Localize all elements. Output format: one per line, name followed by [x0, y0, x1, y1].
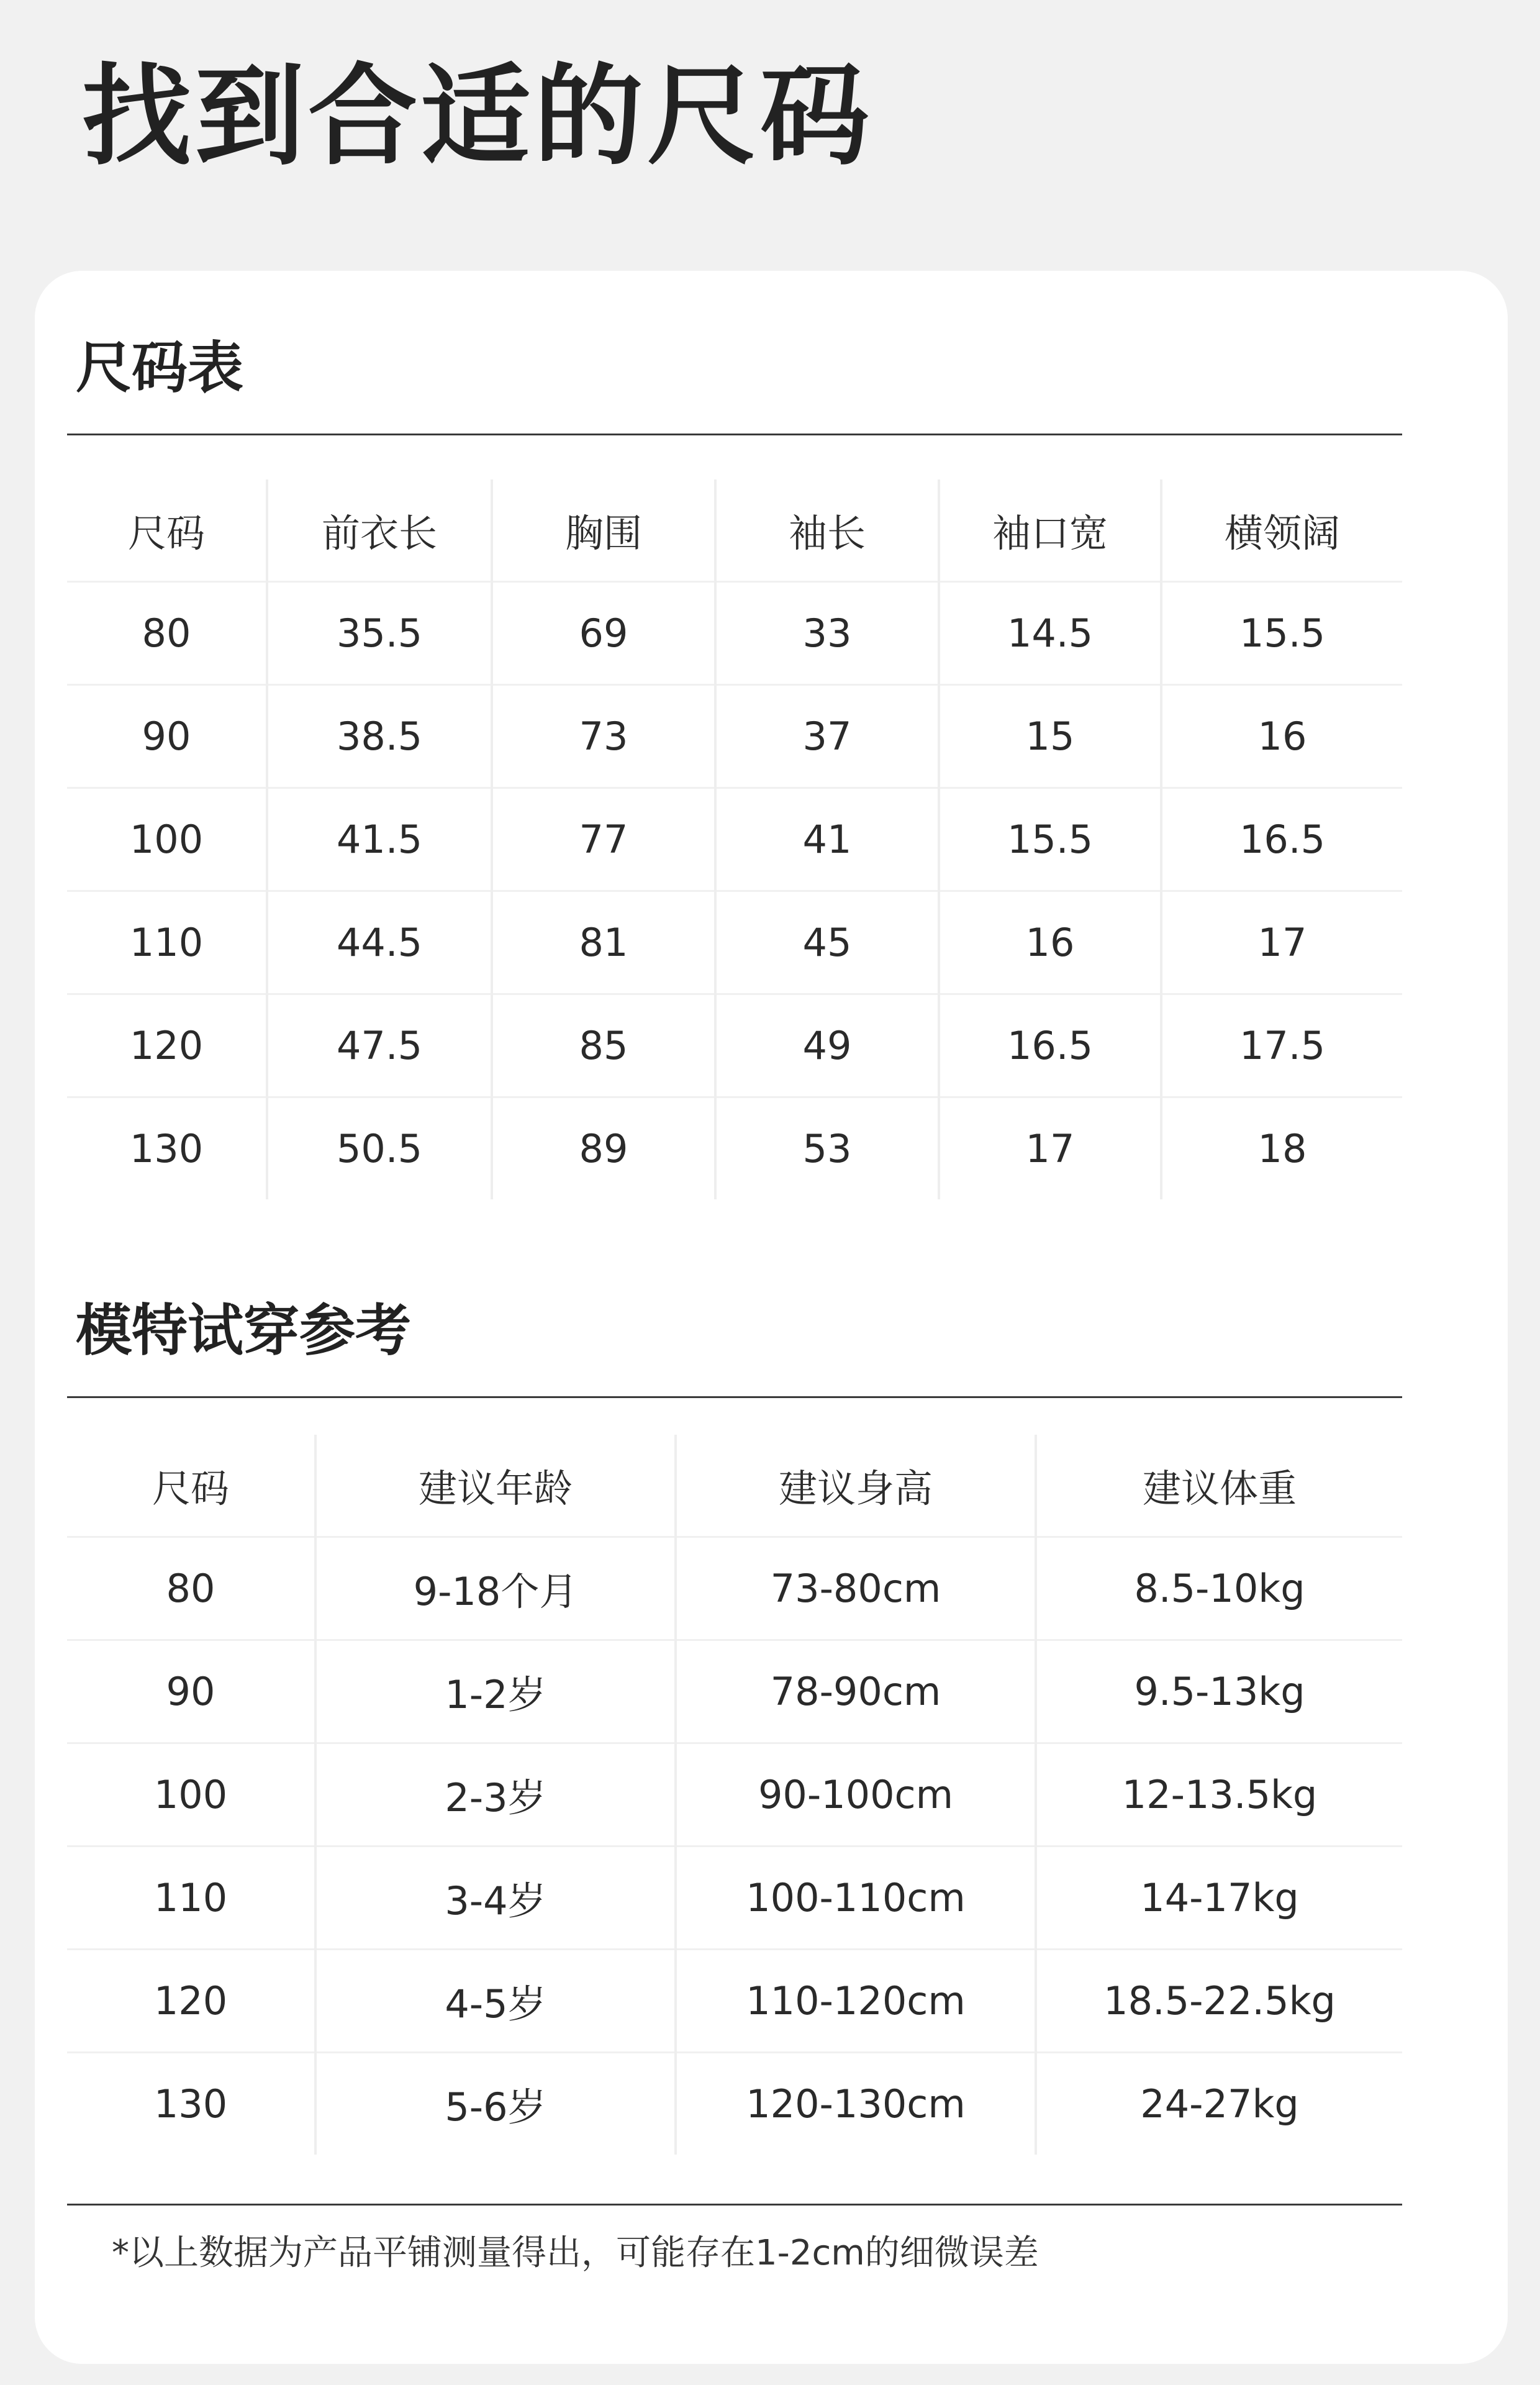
- size-chart-header-row: [67, 479, 1402, 582]
- table-cell: 14-17kg: [1036, 1847, 1402, 1950]
- model-reference-header-cell: 建议身高: [676, 1435, 1036, 1537]
- table-cell: 73: [492, 685, 715, 788]
- table-cell: 120: [67, 1950, 315, 2053]
- size-chart-header-cell: 前衣长: [267, 479, 492, 582]
- table-cell: 100-110cm: [676, 1847, 1036, 1950]
- footnote-divider: [67, 2204, 1402, 2206]
- table-cell: 17.5: [1161, 994, 1402, 1097]
- table-cell: 110: [67, 1847, 315, 1950]
- table-cell: 5-6岁: [315, 2053, 676, 2155]
- table-cell: 17: [1161, 891, 1402, 994]
- table-cell: 16: [1161, 685, 1402, 788]
- size-chart-title: 尺码表: [76, 335, 243, 401]
- table-cell: 33: [715, 582, 939, 685]
- table-cell: 15: [939, 685, 1161, 788]
- table-row: [67, 1640, 1402, 1743]
- table-cell: 80: [67, 582, 267, 685]
- table-cell: 90: [67, 1640, 315, 1743]
- model-reference-header-row: [67, 1435, 1402, 1537]
- table-cell: 18: [1161, 1097, 1402, 1200]
- table-cell: 41.5: [267, 788, 492, 891]
- table-cell: 47.5: [267, 994, 492, 1097]
- size-chart-divider: [67, 434, 1402, 435]
- model-reference-title: 模特试穿参考: [76, 1298, 411, 1363]
- table-row: [67, 788, 1402, 891]
- table-cell: 2-3岁: [315, 1743, 676, 1847]
- table-cell: 73-80cm: [676, 1537, 1036, 1640]
- size-chart-header-cell: 尺码: [67, 479, 267, 582]
- table-row: [67, 582, 1402, 685]
- table-cell: 9-18个月: [315, 1537, 676, 1640]
- table-cell: 38.5: [267, 685, 492, 788]
- table-row: [67, 1097, 1402, 1200]
- table-row: [67, 2053, 1402, 2155]
- model-reference-header-cell: 建议年龄: [315, 1435, 676, 1537]
- size-chart-header-cell: 胸围: [492, 479, 715, 582]
- size-chart-header-cell: 袖口宽: [939, 479, 1161, 582]
- table-cell: 12-13.5kg: [1036, 1743, 1402, 1847]
- table-row: [67, 994, 1402, 1097]
- table-cell: 100: [67, 1743, 315, 1847]
- table-row: [67, 685, 1402, 788]
- model-reference-table: [67, 1435, 1402, 2155]
- table-cell: 49: [715, 994, 939, 1097]
- table-cell: 120-130cm: [676, 2053, 1036, 2155]
- table-cell: 130: [153, 2081, 228, 2127]
- table-cell: 14.5: [939, 582, 1161, 685]
- table-cell: 44.5: [267, 891, 492, 994]
- table-cell: 41: [715, 788, 939, 891]
- table-cell: 8.5-10kg: [1036, 1537, 1402, 1640]
- page-title: 找到合适的尺码: [82, 53, 874, 180]
- table-cell: 15.5: [1161, 582, 1402, 685]
- table-row: [67, 1537, 1402, 1640]
- table-cell: 90-100cm: [676, 1743, 1036, 1847]
- table-row: [67, 1950, 1402, 2053]
- table-cell: 81: [492, 891, 715, 994]
- table-cell: 15.5: [939, 788, 1161, 891]
- table-cell: 89: [492, 1097, 715, 1200]
- table-cell: 24-27kg: [1036, 2053, 1402, 2155]
- table-cell: 9.5-13kg: [1036, 1640, 1402, 1743]
- table-cell: 80: [67, 1537, 315, 1640]
- table-cell: 110-120cm: [676, 1950, 1036, 2053]
- measurement-footnote: *以上数据为产品平铺测量得出，可能存在1-2cm的细微误差: [112, 2233, 1039, 2273]
- table-cell: 100: [67, 788, 267, 891]
- table-cell: 69: [492, 582, 715, 685]
- table-cell: 77: [492, 788, 715, 891]
- table-cell: 3-4岁: [315, 1847, 676, 1950]
- table-cell: 53: [715, 1097, 939, 1200]
- size-chart-header-cell: 横领阔: [1161, 479, 1402, 582]
- table-cell: 90: [67, 685, 267, 788]
- size-chart-header-cell: 袖长: [715, 479, 939, 582]
- table-cell: 18.5-22.5kg: [1036, 1950, 1402, 2053]
- table-cell: 78-90cm: [676, 1640, 1036, 1743]
- model-reference-header-cell: 尺码: [67, 1435, 315, 1537]
- table-cell: 50.5: [267, 1097, 492, 1200]
- table-cell: 1-2岁: [315, 1640, 676, 1743]
- model-reference-header-cell: 建议体重: [1036, 1435, 1402, 1537]
- table-cell: 45: [715, 891, 939, 994]
- table-row: [67, 1847, 1402, 1950]
- table-cell: 37: [715, 685, 939, 788]
- table-cell: 17: [939, 1097, 1161, 1200]
- table-cell: 16: [939, 891, 1161, 994]
- table-cell: 120: [67, 994, 267, 1097]
- table-cell: 16.5: [939, 994, 1161, 1097]
- table-cell: 130: [129, 1126, 204, 1171]
- table-cell: 4-5岁: [315, 1950, 676, 2053]
- table-cell: 16.5: [1161, 788, 1402, 891]
- table-row: [67, 1743, 1402, 1847]
- model-reference-divider: [67, 1396, 1402, 1398]
- size-chart-table: [67, 479, 1402, 1199]
- table-cell: 85: [492, 994, 715, 1097]
- table-cell: 35.5: [267, 582, 492, 685]
- table-cell: 110: [67, 891, 267, 994]
- table-row: [67, 891, 1402, 994]
